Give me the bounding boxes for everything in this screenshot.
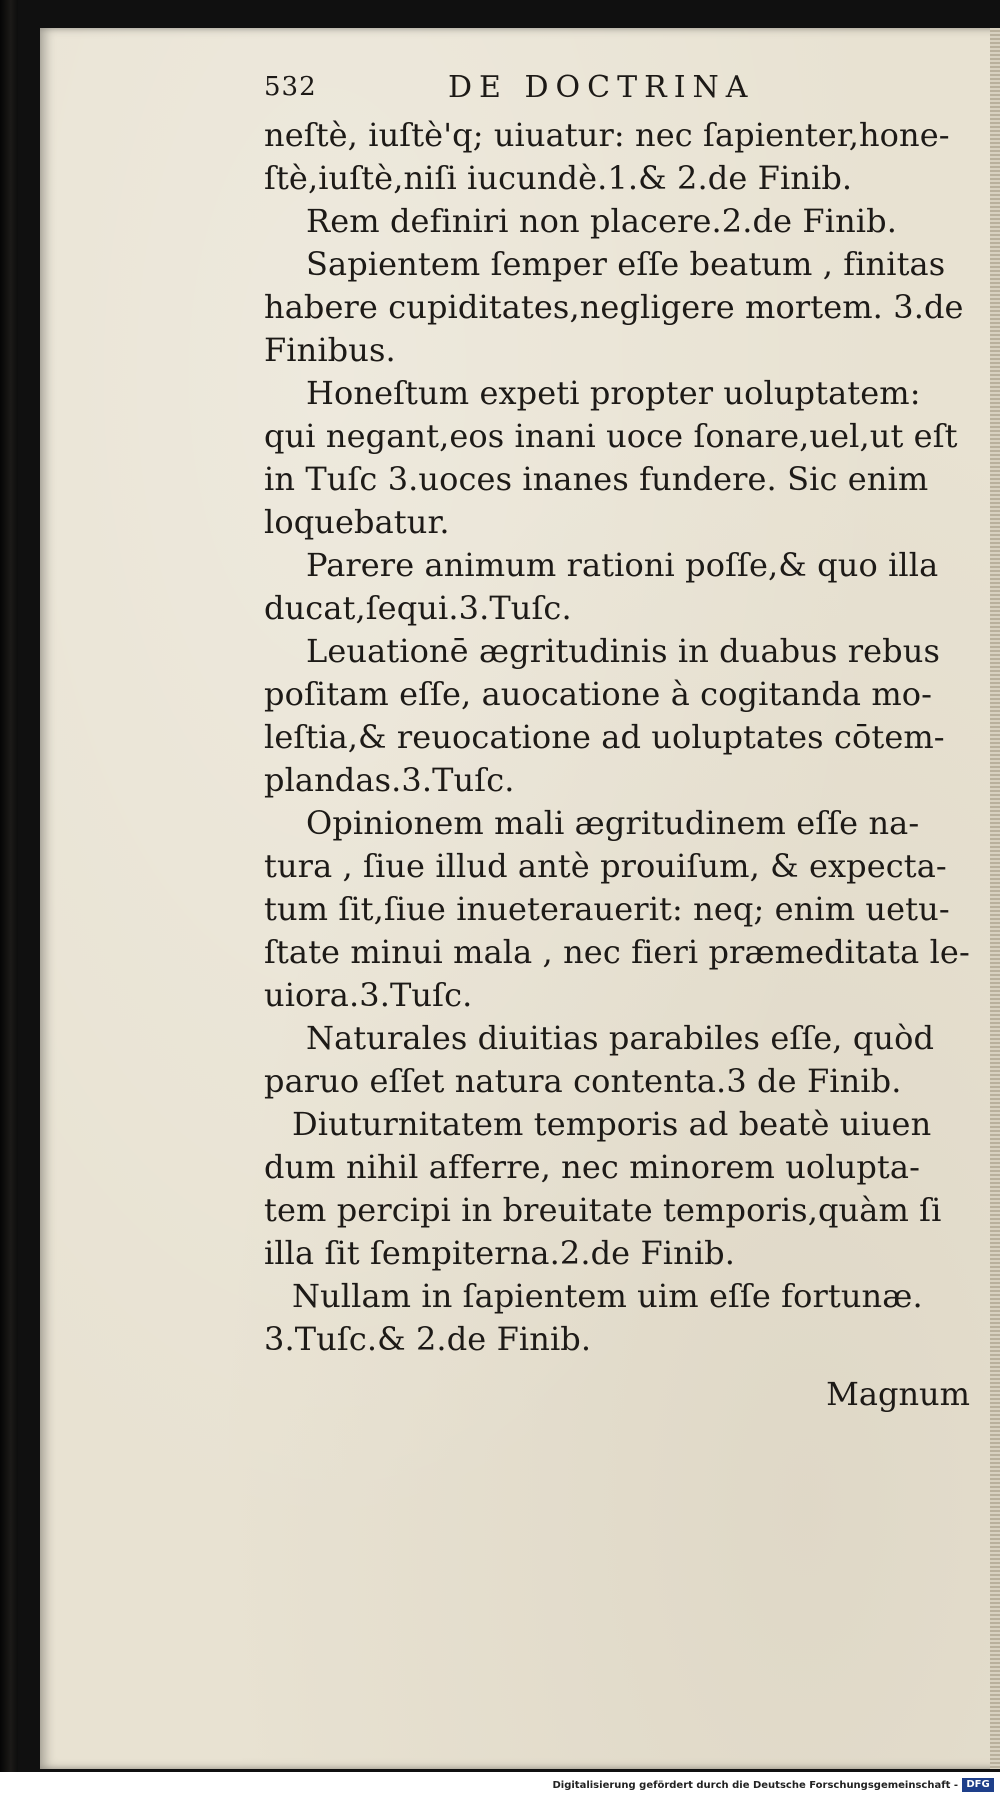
text-line: Leuationē ægritudinis in duabus rebus [306,632,940,670]
text-block [264,68,976,1419]
text-line: paruo eſſet natura contenta.3 de Finib. [264,1062,902,1100]
text-line: neſtè, iuſtè'q; uiuatur: nec ſapienter,hone- [264,116,950,154]
text-line: plandas.3.Tuſc. [264,761,515,799]
text-line: illa ſit ſempiterna.2.de Finib. [264,1234,736,1272]
page-fore-edge [990,28,1000,1769]
digitization-footer [0,1772,1000,1799]
text-line: Rem definiri non placere.2.de Finib. [306,202,897,240]
text-line: tem percipi in breuitate temporis,quàm ſi [264,1191,942,1229]
text-line: Honeſtum expeti propter uoluptatem: [306,374,921,412]
text-line: Naturales diuitias parabiles eſſe, quòd [306,1019,935,1057]
dfg-logo: DFG [962,1778,994,1792]
text-line: habere cupiditates,negligere mortem. 3.de [264,288,964,326]
text-line: dum nihil afferre, nec minorem uolupta- [264,1148,920,1186]
funding-credit: Digitalisierung gefördert durch die Deutsche Forschungsgemeinschaft - [552,1780,958,1791]
text-line: ſtate minui mala , nec fieri præmeditata le- [264,933,970,971]
text-line: 3.Tuſc.& 2.de Finib. [264,1320,592,1358]
text-line: qui negant,eos inani uoce ſonare,uel,ut eſt [264,417,958,455]
text-line: leſtia,& reuocatione ad uoluptates cōtem- [264,718,945,756]
catchword: Magnum [826,1375,970,1413]
text-line: Diuturnitatem temporis ad beatè uiuen [292,1105,932,1143]
book-spine-shadow [0,0,18,1772]
running-title: DE DOCTRINA [448,70,755,105]
text-line: Sapientem ſemper eſſe beatum , finitas [306,245,946,283]
text-line: Finibus. [264,331,396,369]
text-line: Parere animum rationi poſſe,& quo illa [306,546,939,584]
text-line: ſtè,iuſtè,niſi iucundè.1.& 2.de Finib. [264,159,853,197]
text-line: in Tuſc 3.uoces inanes fundere. Sic enim [264,460,929,498]
text-line: Nullam in ſapientem uim eſſe fortunæ. [292,1277,923,1315]
text-line: tura , ſiue illud antè prouiſum, & expecta- [264,847,947,885]
text-line: poſitam eſſe, auocatione à cogitanda mo- [264,675,933,713]
text-line: Opinionem mali ægritudinem eſſe na- [306,804,920,842]
page-number: 532 [264,72,317,102]
text-line: loquebatur. [264,503,450,541]
text-line: tum ſit,ſiue inueterauerit: neq; enim uetu- [264,890,950,928]
text-line: uiora.3.Tuſc. [264,976,473,1014]
text-line: ducat,ſequi.3.Tuſc. [264,589,572,627]
running-head [264,68,976,114]
